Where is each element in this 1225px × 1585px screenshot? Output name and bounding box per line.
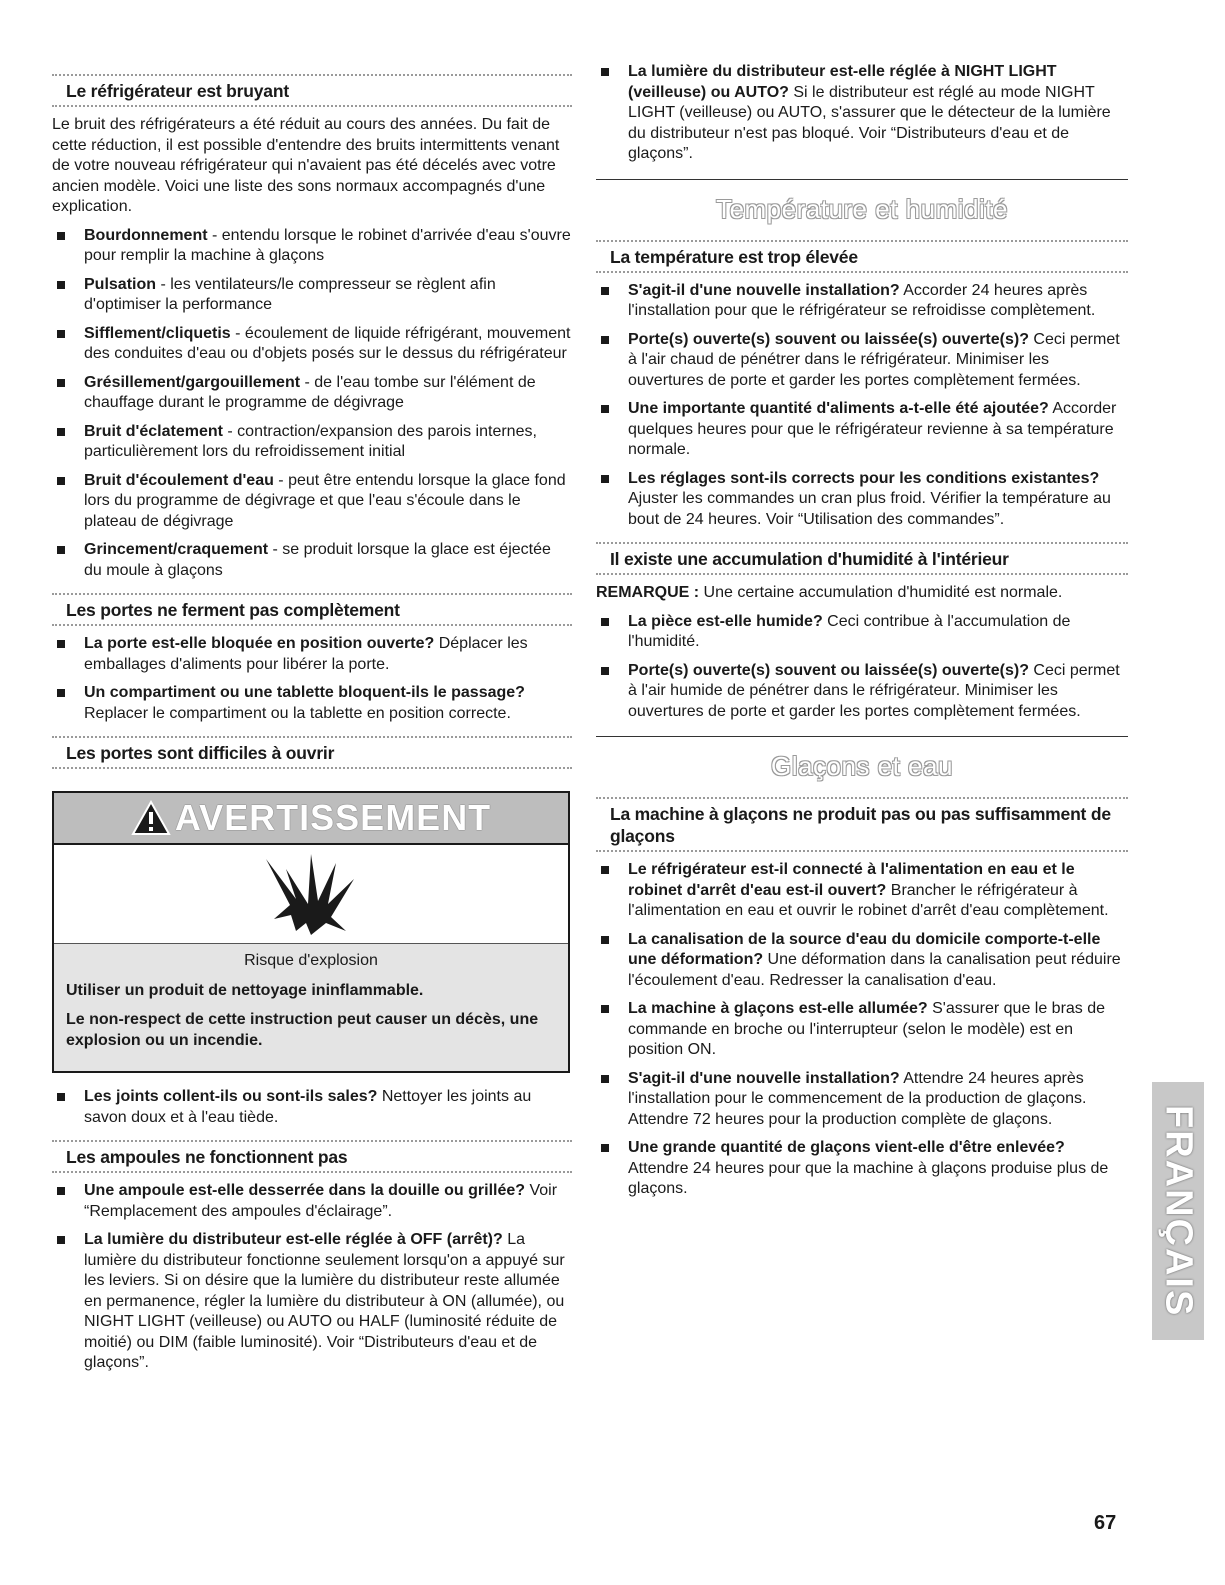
list-item: S'agit-il d'une nouvelle installation? Attendre 24 heures après l'installation pour le commencement de la production de glaçons. Attendre 72 heures pour la production complète de glaçons. xyxy=(596,1069,1128,1131)
bullet-icon xyxy=(57,1093,65,1101)
bullet-icon xyxy=(601,936,609,944)
warning-box xyxy=(52,791,570,1073)
list-item: Pulsation - les ventilateurs/le compresseur se règlent afin d'optimiser la performance xyxy=(52,275,572,316)
list-item: Les joints collent-ils ou sont-ils sales? Nettoyer les joints au savon doux et à l'eau tiède. xyxy=(52,1087,572,1128)
bullet-icon xyxy=(601,618,609,626)
list-item: La pièce est-elle humide? Ceci contribue à l'accumulation de l'humidité. xyxy=(596,612,1128,653)
list-item: Bruit d'éclatement - contraction/expansion des parois internes, particulièrement lors du refroidissement initial xyxy=(52,422,572,463)
list-item: Bourdonnement - entendu lorsque le robinet d'arrivée d'eau s'ouvre pour remplir la machine à glaçons xyxy=(52,226,572,267)
bulbs-list xyxy=(52,1181,572,1374)
page-number: 67 xyxy=(1094,1512,1117,1534)
list-item: La lumière du distributeur est-elle réglée à NIGHT LIGHT (veilleuse) ou AUTO? Si le distributeur est réglé au mode NIGHT LIGHT (veilleuse) ou AUTO, s'assurer que le détecteur de la lumière du distributeur n'est pas bloqué. Voir “Distributeurs d'eau et de glaçons”. xyxy=(596,62,1128,165)
temp-high-list xyxy=(596,281,1128,531)
explosion-icon xyxy=(256,849,366,939)
noise-intro: Le bruit des réfrigérateurs a été réduit au cours des années. Du fait de cette réduction, il est possible d'entendre des bruits intermittents venant de votre nouveau réfrigérateur qui n'avaient pas été décelés avec votre ancien modèle. Voici une liste des sons normaux accompagnés d'une explication. xyxy=(52,116,560,215)
section-heading-bulbs: Les ampoules ne fonctionnent pas xyxy=(52,1140,572,1173)
warning-icon-row xyxy=(54,845,568,944)
bulbs-continued-list xyxy=(596,62,1128,165)
list-item: Bruit d'écoulement d'eau - peut être entendu lorsque la glace fond lors du programme de dégivrage et que l'eau s'écoule dans le plateau de dégivrage xyxy=(52,471,572,533)
list-item: S'agit-il d'une nouvelle installation? Accorder 24 heures après l'installation pour que le réfrigérateur se refroidisse complètement. xyxy=(596,281,1128,322)
list-item: La lumière du distributeur est-elle réglée à OFF (arrêt)? La lumière du distributeur fonctionne seulement lorsqu'on a appuyé sur les leviers. Si on désire que la lumière du distributeur reste allumée en permanence, régler la lumière du distributeur à ON (allumée), ou NIGHT LIGHT (veilleuse) ou AUTO ou HALF (luminosité réduite de moitié) ou DIM (faible luminosité). Voir “Distributeurs d'eau et de glaçons”. xyxy=(52,1230,572,1374)
bullet-icon xyxy=(601,866,609,874)
bullet-icon xyxy=(57,281,65,289)
section-heading-noise: Le réfrigérateur est bruyant xyxy=(52,74,572,107)
list-item: Porte(s) ouverte(s) souvent ou laissée(s) ouverte(s)? Ceci permet à l'air chaud de pénétrer dans le réfrigérateur. Minimiser les ouvertures de porte et garder les portes complètement fermées. xyxy=(596,330,1128,392)
list-item: Une ampoule est-elle desserrée dans la douille ou grillée? Voir “Remplacement des ampoules d'éclairage”. xyxy=(52,1181,572,1222)
bullet-icon xyxy=(601,1005,609,1013)
bullet-icon xyxy=(57,546,65,554)
bullet-icon xyxy=(601,475,609,483)
doors-close-list xyxy=(52,634,572,724)
section-heading-humidity: Il existe une accumulation d'humidité à l'intérieur xyxy=(596,542,1128,575)
bullet-icon xyxy=(57,640,65,648)
list-item: La canalisation de la source d'eau du domicile comporte-t-elle une déformation? Une déformation dans la canalisation peut réduire l'écoulement d'eau. Redresser la canalisation d'eau. xyxy=(596,930,1128,992)
bullet-icon xyxy=(57,330,65,338)
list-item: Une importante quantité d'aliments a-t-elle été ajoutée? Accorder quelques heures pour que le réfrigérateur revienne à sa température normale. xyxy=(596,399,1128,461)
list-item: Une grande quantité de glaçons vient-elle d'être enlevée? Attendre 24 heures pour que la machine à glaçons produise plus de glaçons. xyxy=(596,1138,1128,1200)
list-item: Un compartiment ou une tablette bloquent-ils le passage? Replacer le compartiment ou la tablette en position correcte. xyxy=(52,683,572,724)
bullet-icon xyxy=(601,68,609,76)
doors-hard-list xyxy=(52,1087,572,1128)
ice-list xyxy=(596,860,1128,1200)
language-label: FRANÇAIS xyxy=(1157,1104,1200,1318)
section-heading-doors-hard: Les portes sont difficiles à ouvrir xyxy=(52,736,572,769)
warning-header xyxy=(54,793,568,845)
section-heading-doors-close: Les portes ne ferment pas complètement xyxy=(52,593,572,626)
section-heading-ice: La machine à glaçons ne produit pas ou pas suffisamment de glaçons xyxy=(596,797,1128,852)
warning-triangle-icon xyxy=(131,800,171,836)
bullet-icon xyxy=(57,1187,65,1195)
warning-body xyxy=(54,944,568,1071)
list-item: Le réfrigérateur est-il connecté à l'alimentation en eau et le robinet d'arrêt d'eau est-il ouvert? Brancher le réfrigérateur à l'alimentation en eau et ouvrir le robinet d'arrêt d'eau complètement. xyxy=(596,860,1128,922)
humidity-note: REMARQUE : Une certaine accumulation d'humidité est normale. xyxy=(596,584,1063,601)
bullet-icon xyxy=(601,405,609,413)
list-item: Porte(s) ouverte(s) souvent ou laissée(s) ouverte(s)? Ceci permet à l'air humide de pénétrer dans le réfrigérateur. Minimiser les ouvertures de porte et garder les portes complètement fermées. xyxy=(596,661,1128,723)
bullet-icon xyxy=(601,336,609,344)
bullet-icon xyxy=(601,1144,609,1152)
bullet-icon xyxy=(57,379,65,387)
bullet-icon xyxy=(57,689,65,697)
section-title-ice: Glaçons et eau xyxy=(771,751,953,781)
list-item: La machine à glaçons est-elle allumée? S'assurer que le bras de commande en broche ou l'interrupteur (selon le modèle) est en position ON. xyxy=(596,999,1128,1061)
list-item: Sifflement/cliquetis - écoulement de liquide réfrigérant, mouvement des conduites d'eau ou d'objets posés sur le dessus du réfrigérateur xyxy=(52,324,572,365)
list-item: Les réglages sont-ils corrects pour les conditions existantes? Ajuster les commandes un cran plus froid. Vérifier la température au bout de 24 heures. Voir “Utilisation des commandes”. xyxy=(596,469,1128,531)
warning-risk-label: Risque d'explosion xyxy=(244,952,378,969)
bullet-icon xyxy=(57,428,65,436)
language-side-tab xyxy=(1152,1082,1204,1340)
right-column xyxy=(596,62,1128,1208)
bullet-icon xyxy=(601,287,609,295)
list-item: Grésillement/gargouillement - de l'eau tombe sur l'élément de chauffage durant le programme de dégivrage xyxy=(52,373,572,414)
warning-consequence: Le non-respect de cette instruction peut causer un décès, une explosion ou un incendie. xyxy=(66,1011,539,1049)
noise-list xyxy=(52,226,572,582)
divider xyxy=(596,179,1128,180)
bullet-icon xyxy=(57,477,65,485)
divider xyxy=(596,736,1128,737)
section-heading-temp-high: La température est trop élevée xyxy=(596,240,1128,273)
bullet-icon xyxy=(57,232,65,240)
section-title-temperature: Température et humidité xyxy=(716,193,1008,224)
bullet-icon xyxy=(57,1236,65,1244)
list-item: Grincement/craquement - se produit lorsque la glace est éjectée du moule à glaçons xyxy=(52,540,572,581)
left-column xyxy=(52,62,572,1382)
warning-title: AVERTISSEMENT xyxy=(174,797,492,838)
list-item: La porte est-elle bloquée en position ouverte? Déplacer les emballages d'aliments pour libérer la porte. xyxy=(52,634,572,675)
warning-instruction: Utiliser un produit de nettoyage ininflammable. xyxy=(66,982,424,999)
bullet-icon xyxy=(601,1075,609,1083)
bullet-icon xyxy=(601,667,609,675)
humidity-list xyxy=(596,612,1128,723)
